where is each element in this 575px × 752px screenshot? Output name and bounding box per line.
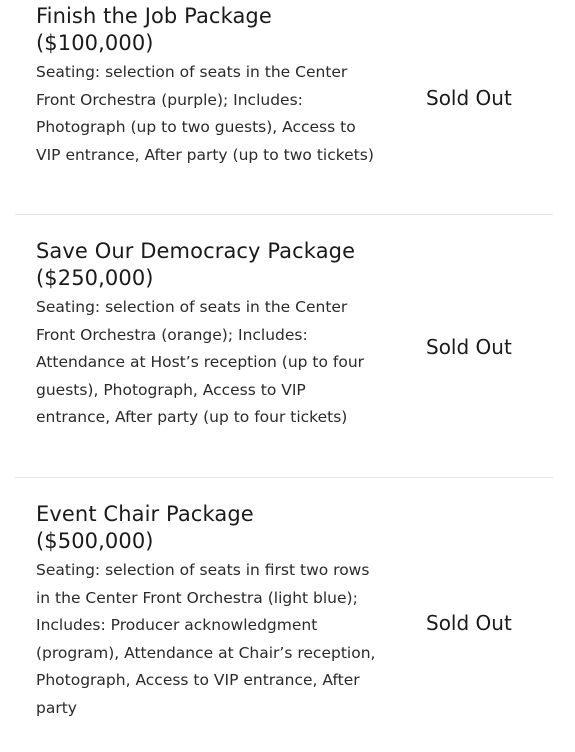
package-title: Event Chair Package ($500,000) xyxy=(36,502,254,553)
package-description: Seating: selection of seats in the Center Front Orchestra (orange); Includes: Attendance at Host’s reception (up to four guests), Photograph, Access to VIP entrance, After party (up to four tickets) xyxy=(36,298,365,426)
sold-out-status: Sold Out xyxy=(426,86,512,110)
divider xyxy=(15,477,553,478)
package-description: Seating: selection of seats in the Center Front Orchestra (purple); Includes: Photograph (up to two guests), Access to VIP entrance, After party (up to two tickets) xyxy=(36,63,374,164)
package-description: Seating: selection of seats in first two rows in the Center Front Orchestra (light blue); Includes: Producer acknowledgment (program), Attendance at Chair’s reception, Photograph, Access to VIP entrance, After party xyxy=(36,561,376,717)
sold-out-status: Sold Out xyxy=(426,611,512,635)
package-title: Finish the Job Package ($100,000) xyxy=(36,4,272,55)
divider xyxy=(15,214,553,215)
package-title: Save Our Democracy Package ($250,000) xyxy=(36,239,356,290)
sold-out-status: Sold Out xyxy=(426,335,512,359)
